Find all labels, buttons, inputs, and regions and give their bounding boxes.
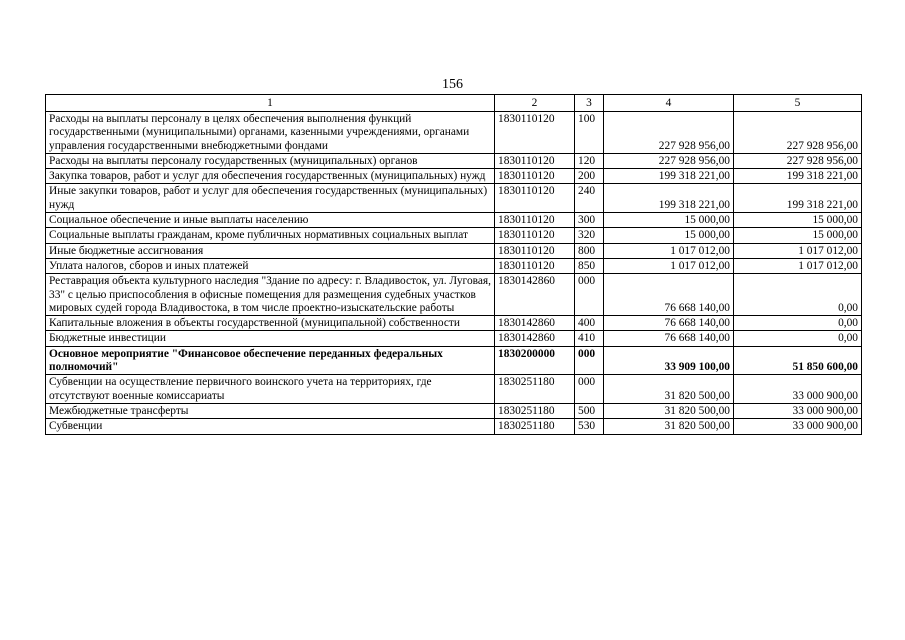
table-row xyxy=(46,243,862,258)
row-code-cell: 1830110120 xyxy=(495,169,575,184)
row-amount-col5-cell: 227 928 956,00 xyxy=(734,153,862,168)
row-name-cell: Капитальные вложения в объекты государственной (муниципальной) собственности xyxy=(46,316,495,331)
row-name-cell: Субвенции xyxy=(46,419,495,434)
row-code-cell: 1830110120 xyxy=(495,228,575,243)
row-amount-col5-cell: 0,00 xyxy=(734,331,862,346)
budget-table xyxy=(45,94,862,435)
row-name-cell: Расходы на выплаты персоналу государственных (муниципальных) органов xyxy=(46,153,495,168)
row-code-cell: 1830142860 xyxy=(495,274,575,316)
row-expense-type-cell: 800 xyxy=(575,243,604,258)
page-number: 156 xyxy=(442,77,463,92)
row-expense-type-cell: 410 xyxy=(575,331,604,346)
table-row xyxy=(46,346,862,375)
row-expense-type-cell: 000 xyxy=(575,274,604,316)
row-code-cell: 1830110120 xyxy=(495,258,575,273)
row-expense-type-cell: 000 xyxy=(575,346,604,375)
row-amount-col5-cell: 1 017 012,00 xyxy=(734,243,862,258)
row-code-cell: 1830251180 xyxy=(495,375,575,404)
row-expense-type-cell: 850 xyxy=(575,258,604,273)
row-name-cell: Уплата налогов, сборов и иных платежей xyxy=(46,258,495,273)
row-amount-col5-cell: 199 318 221,00 xyxy=(734,184,862,213)
row-amount-col4-cell: 227 928 956,00 xyxy=(604,112,734,154)
table-row xyxy=(46,228,862,243)
row-amount-col5-cell: 199 318 221,00 xyxy=(734,169,862,184)
row-code-cell: 1830251180 xyxy=(495,403,575,418)
table-row xyxy=(46,213,862,228)
row-expense-type-cell: 120 xyxy=(575,153,604,168)
column-header: 4 xyxy=(604,95,734,112)
row-amount-col5-cell: 0,00 xyxy=(734,274,862,316)
row-expense-type-cell: 100 xyxy=(575,112,604,154)
row-name-cell: Реставрация объекта культурного наследия "Здание по адресу: г. Владивосток, ул. Луговая, 33" с целью приспособления в офисные помещения для размещения судебных участков мировых судей города Владивостока, в том числе проектно-изыскательские работы xyxy=(46,274,495,316)
table-row xyxy=(46,375,862,404)
row-expense-type-cell: 000 xyxy=(575,375,604,404)
row-amount-col4-cell: 31 820 500,00 xyxy=(604,403,734,418)
row-amount-col4-cell: 31 820 500,00 xyxy=(604,375,734,404)
row-name-cell: Иные закупки товаров, работ и услуг для обеспечения государственных (муниципальных) нужд xyxy=(46,184,495,213)
row-amount-col4-cell: 15 000,00 xyxy=(604,213,734,228)
row-code-cell: 1830110120 xyxy=(495,184,575,213)
row-name-cell: Социальные выплаты гражданам, кроме публичных нормативных социальных выплат xyxy=(46,228,495,243)
table-row xyxy=(46,274,862,316)
row-name-cell: Бюджетные инвестиции xyxy=(46,331,495,346)
table-row xyxy=(46,403,862,418)
row-amount-col4-cell: 76 668 140,00 xyxy=(604,331,734,346)
row-amount-col4-cell: 76 668 140,00 xyxy=(604,274,734,316)
table-row xyxy=(46,316,862,331)
row-amount-col4-cell: 1 017 012,00 xyxy=(604,243,734,258)
row-code-cell: 1830200000 xyxy=(495,346,575,375)
row-expense-type-cell: 530 xyxy=(575,419,604,434)
row-code-cell: 1830110120 xyxy=(495,112,575,154)
row-code-cell: 1830142860 xyxy=(495,316,575,331)
row-amount-col4-cell: 199 318 221,00 xyxy=(604,169,734,184)
table-row xyxy=(46,112,862,154)
row-amount-col5-cell: 33 000 900,00 xyxy=(734,375,862,404)
row-name-cell: Субвенции на осуществление первичного воинского учета на территориях, где отсутствуют военные комиссариаты xyxy=(46,375,495,404)
row-amount-col5-cell: 15 000,00 xyxy=(734,213,862,228)
row-code-cell: 1830110120 xyxy=(495,213,575,228)
row-name-cell: Социальное обеспечение и иные выплаты населению xyxy=(46,213,495,228)
row-amount-col4-cell: 76 668 140,00 xyxy=(604,316,734,331)
table-header-row xyxy=(46,95,862,112)
table-row xyxy=(46,169,862,184)
row-code-cell: 1830142860 xyxy=(495,331,575,346)
row-code-cell: 1830110120 xyxy=(495,153,575,168)
row-name-cell: Закупка товаров, работ и услуг для обеспечения государственных (муниципальных) нужд xyxy=(46,169,495,184)
row-amount-col4-cell: 31 820 500,00 xyxy=(604,419,734,434)
column-header: 1 xyxy=(46,95,495,112)
row-expense-type-cell: 500 xyxy=(575,403,604,418)
row-expense-type-cell: 320 xyxy=(575,228,604,243)
column-header: 2 xyxy=(495,95,575,112)
row-amount-col4-cell: 15 000,00 xyxy=(604,228,734,243)
row-amount-col5-cell: 1 017 012,00 xyxy=(734,258,862,273)
column-header: 3 xyxy=(575,95,604,112)
row-name-cell: Расходы на выплаты персоналу в целях обеспечения выполнения функций государственными (муниципальными) органами, казенными учреждениями, органами управления государственными внебюджетными фондами xyxy=(46,112,495,154)
row-amount-col5-cell: 33 000 900,00 xyxy=(734,403,862,418)
row-amount-col5-cell: 0,00 xyxy=(734,316,862,331)
column-header: 5 xyxy=(734,95,862,112)
row-name-cell: Иные бюджетные ассигнования xyxy=(46,243,495,258)
row-name-cell: Основное мероприятие "Финансовое обеспечение переданных федеральных полномочий" xyxy=(46,346,495,375)
row-expense-type-cell: 300 xyxy=(575,213,604,228)
table-row xyxy=(46,419,862,434)
row-expense-type-cell: 400 xyxy=(575,316,604,331)
row-amount-col4-cell: 227 928 956,00 xyxy=(604,153,734,168)
row-amount-col4-cell: 33 909 100,00 xyxy=(604,346,734,375)
table-row xyxy=(46,153,862,168)
row-amount-col4-cell: 199 318 221,00 xyxy=(604,184,734,213)
row-amount-col5-cell: 51 850 600,00 xyxy=(734,346,862,375)
row-expense-type-cell: 240 xyxy=(575,184,604,213)
row-code-cell: 1830110120 xyxy=(495,243,575,258)
table-row xyxy=(46,331,862,346)
table-row xyxy=(46,258,862,273)
row-name-cell: Межбюджетные трансферты xyxy=(46,403,495,418)
row-code-cell: 1830251180 xyxy=(495,419,575,434)
row-amount-col5-cell: 33 000 900,00 xyxy=(734,419,862,434)
row-expense-type-cell: 200 xyxy=(575,169,604,184)
row-amount-col5-cell: 227 928 956,00 xyxy=(734,112,862,154)
row-amount-col4-cell: 1 017 012,00 xyxy=(604,258,734,273)
table-row xyxy=(46,184,862,213)
row-amount-col5-cell: 15 000,00 xyxy=(734,228,862,243)
